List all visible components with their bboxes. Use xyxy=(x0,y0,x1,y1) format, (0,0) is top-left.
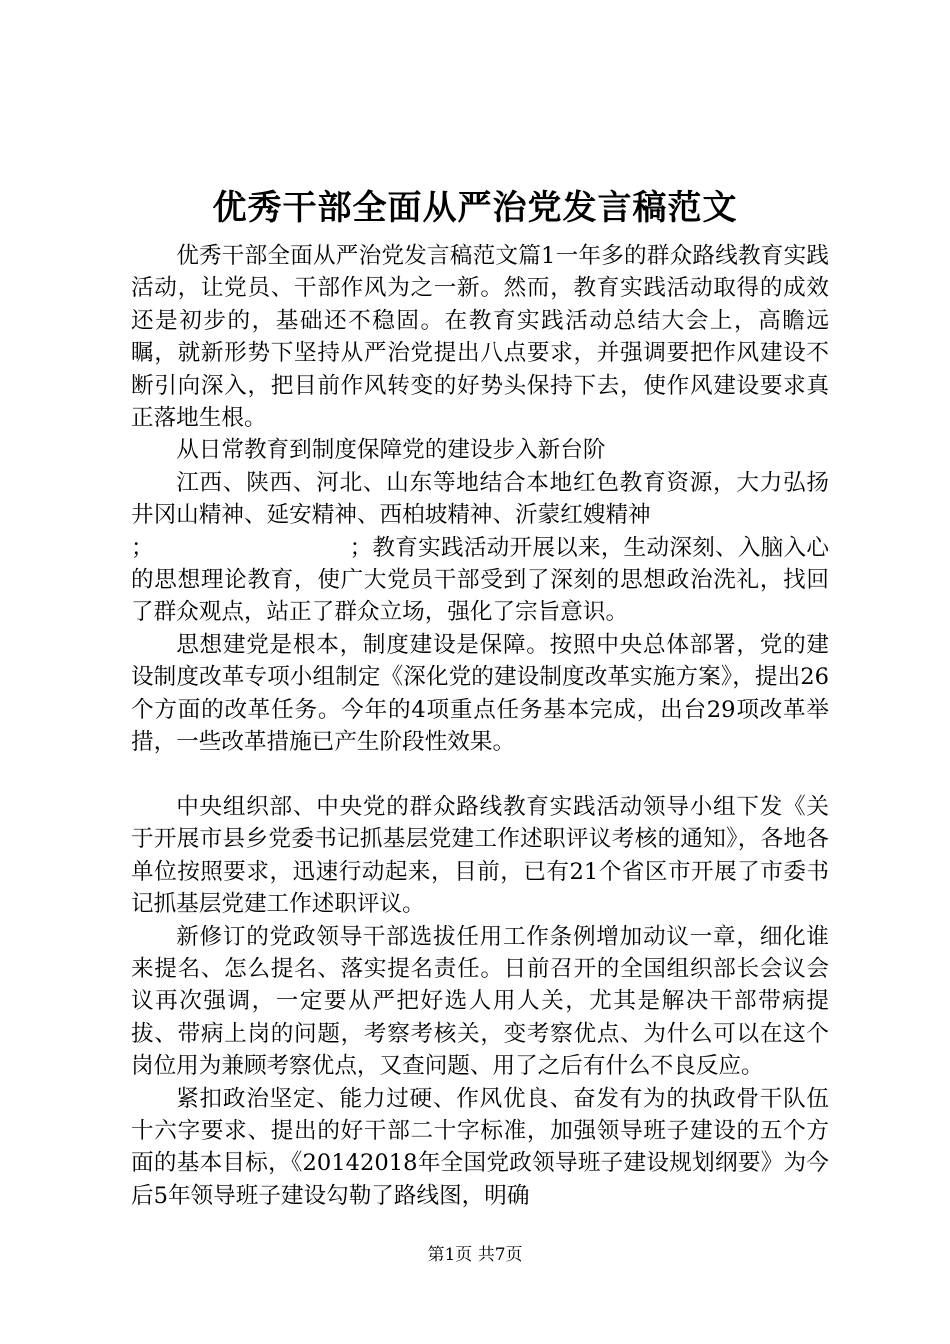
document-body xyxy=(131,240,829,1212)
paragraph-text: ；教育实践活动开展以来，生动深刻、入脑入心的思想理论教育，使广大党员干部受到了深刻的思想政治洗礼，找回了群众观点，站正了群众立场，强化了宗旨意识。 xyxy=(131,534,829,626)
semicolon-mark: ； xyxy=(131,534,154,561)
paragraph: 新修订的党政领导干部选拔任用工作条例增加动议一章，细化谁来提名、怎么提名、落实提名责任。日前召开的全国组织部长会议会议再次强调，一定要从严把好选人用人关，尤其是解决干部带病提拔、带病上岗的问题，考察考核关，变考察优点、为什么可以在这个岗位用为兼顾考察优点，又查问题、用了之后有什么不良反应。 xyxy=(131,923,829,1080)
page-footer: 第1页 共7页 xyxy=(427,1245,523,1265)
document-title: 优秀干部全面从严治党发言稿范文 xyxy=(212,188,738,228)
paragraph-text: 江西、陕西、河北、山东等地结合本地红色教育资源，大力弘扬井冈山精神、延安精神、西柏坡精神、沂蒙红嫂精神 xyxy=(131,469,829,529)
blank-line xyxy=(131,759,829,791)
section-heading: 从日常教育到制度保障党的建设步入新台阶 xyxy=(176,437,606,464)
paragraph: 紧扣政治坚定、能力过硬、作风优良、奋发有为的执政骨干队伍十六字要求、提出的好干部二十字标准，加强领导班子建设的五个方面的基本目标，《20142018年全国党政领导班子建设规划纲要》为今后5年领导班子建设勾勒了路线图，明确 xyxy=(131,1085,829,1209)
paragraph: 思想建党是根本，制度建设是保障。按照中央总体部署，党的建设制度改革专项小组制定《深化党的建设制度改革实施方案》，提出26个方面的改革任务。今年的4项重点任务基本完成，出台29项改革举措，一些改革措施已产生阶段性效果。 xyxy=(131,631,829,756)
paragraph xyxy=(131,467,829,629)
paragraph: 中央组织部、中央党的群众路线教育实践活动领导小组下发《关于开展市县乡党委书记抓基层党建工作述职评议考核的通知》，各地各单位按照要求，迅速行动起来，目前，已有21个省区市开展了市委书记抓基层党建工作述职评议。 xyxy=(131,793,829,918)
paragraph: 优秀干部全面从严治党发言稿范文篇1一年多的群众路线教育实践活动，让党员、干部作风为之一新。然而，教育实践活动取得的成效还是初步的，基础还不稳固。在教育实践活动总结大会上，高瞻远瞩，就新形势下坚持从严治党提出八点要求，并强调要把作风建设不断引向深入，把目前作风转变的好势头保持下去，使作风建设要求真正落地生根。 xyxy=(131,243,829,432)
